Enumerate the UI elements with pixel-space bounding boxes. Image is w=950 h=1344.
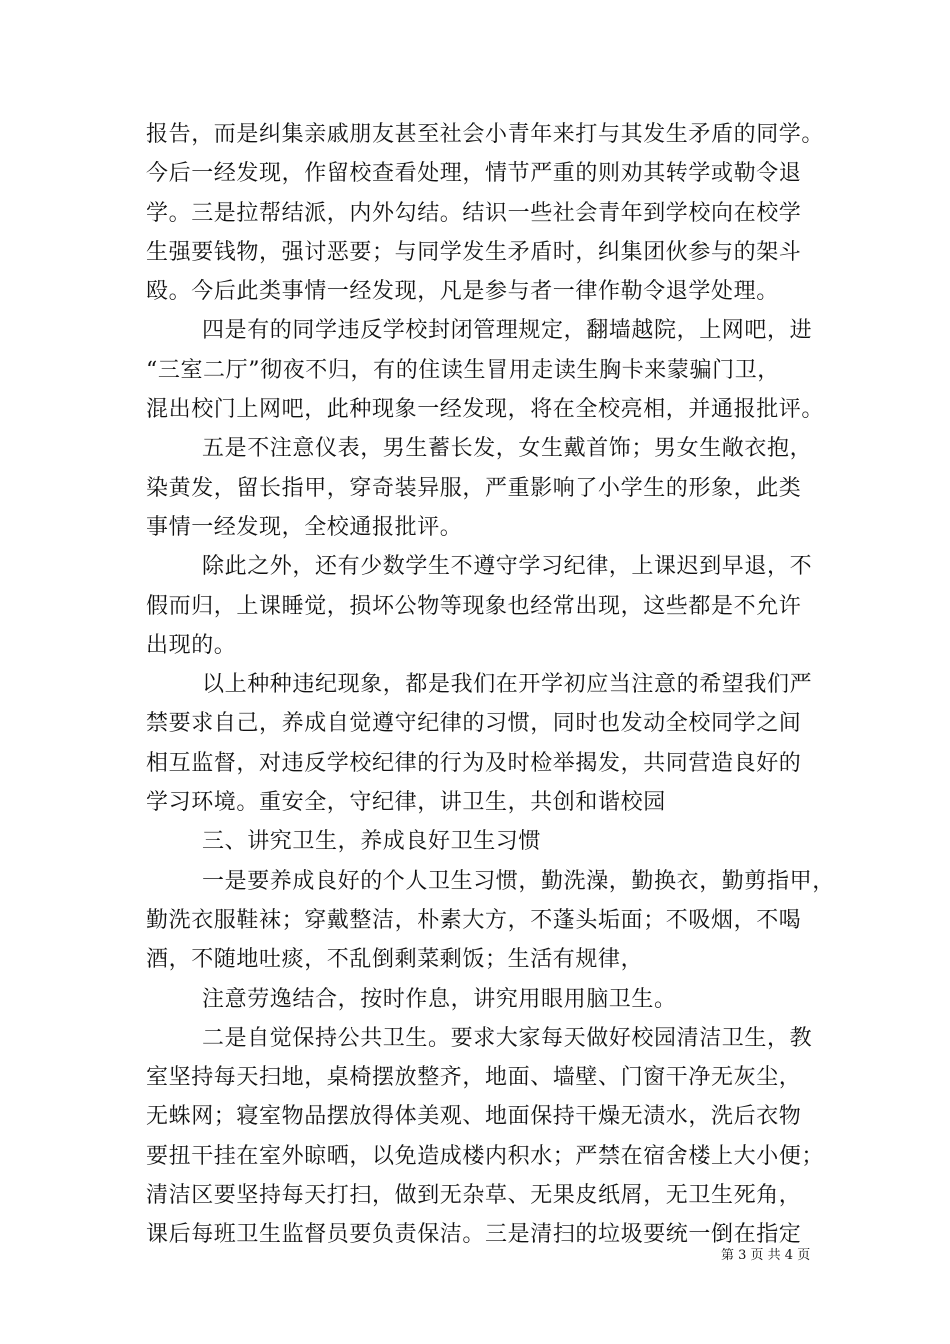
text-line: 学习环境。重安全，守纪律，讲卫生，共创和谐校园	[146, 790, 666, 816]
paragraph-first-line: 注意劳逸结合，按时作息，讲究用眼用脑卫生。	[202, 986, 677, 1012]
page-number-footer: 第 3 页 共 4 页	[721, 1248, 811, 1263]
paragraph-first-line: 四是有的同学违反学校封闭管理规定，翻墙越院，上网吧，进	[202, 318, 813, 344]
text-line: 生强要钱物，强讨恶要；与同学发生矛盾时，纠集团伙参与的架斗	[146, 239, 802, 265]
text-line: 事情一经发现，全校通报批评。	[146, 514, 463, 540]
text-line: 出现的。	[146, 632, 237, 658]
paragraph-first-line: 五是不注意仪表，男生蓄长发，女生戴首饰；男女生敞衣抱，	[202, 436, 813, 462]
paragraph-first-line: 除此之外，还有少数学生不遵守学习纪律，上课迟到早退，不	[202, 554, 813, 580]
text-line: 染黄发，留长指甲，穿奇装异服，严重影响了小学生的形象，此类	[146, 475, 802, 501]
text-line: 无蛛网；寝室物品摆放得体美观、地面保持干燥无渍水，洗后衣物	[146, 1104, 802, 1130]
text-line: 禁要求自己，养成自觉遵守纪律的习惯，同时也发动全校同学之间	[146, 711, 802, 737]
text-line: 室坚持每天扫地，桌椅摆放整齐，地面、墙壁、门窗干净无灰尘，	[146, 1065, 802, 1091]
paragraph-first-line: 二是自觉保持公共卫生。要求大家每天做好校园清洁卫生，教	[202, 1025, 813, 1051]
text-line: 课后每班卫生监督员要负责保洁。三是清扫的垃圾要统一倒在指定	[146, 1222, 802, 1248]
text-line: 报告，而是纠集亲戚朋友甚至社会小青年来打与其发生矛盾的同学。	[146, 122, 825, 147]
text-line: 酒，不随地吐痰，不乱倒剩菜剩饭；生活有规律，	[146, 947, 644, 973]
text-line: 殴。今后此类事情一经发现，凡是参与者一律作勒令退学处理。	[146, 279, 779, 305]
text-line: 学。三是拉帮结派，内外勾结。结识一些社会青年到学校向在校学	[146, 200, 802, 226]
section-heading: 三、讲究卫生，养成良好卫生习惯	[202, 829, 542, 855]
text-line: 今后一经发现，作留校查看处理，情节严重的则劝其转学或勒令退	[146, 161, 802, 187]
document-body	[146, 115, 835, 1255]
text-line: 勤洗衣服鞋袜；穿戴整洁，朴素大方，不蓬头垢面；不吸烟，不喝	[146, 907, 802, 933]
text-line: 混出校门上网吧，此种现象一经发现，将在全校亮相，并通报批评。	[146, 397, 825, 423]
paragraph-first-line: 以上种种违纪现象，都是我们在开学初应当注意的希望我们严	[202, 672, 813, 698]
text-line: 清洁区要坚持每天打扫，做到无杂草、无果皮纸屑，无卫生死角，	[146, 1183, 802, 1209]
text-line: 假而归，上课睡觉，损坏公物等现象也经常出现，这些都是不允许	[146, 593, 802, 619]
paragraph-first-line: 一是要养成良好的个人卫生习惯，勤洗澡，勤换衣，勤剪指甲，	[202, 868, 835, 894]
text-line: 相互监督，对违反学校纪律的行为及时检举揭发，共同营造良好的	[146, 750, 802, 776]
text-line: 要扭干挂在室外晾晒，以免造成楼内积水；严禁在宿舍楼上大小便；	[146, 1143, 825, 1169]
text-line: “三室二厅”彻夜不归，有的住读生冒用走读生胸卡来蒙骗门卫，	[146, 357, 780, 383]
